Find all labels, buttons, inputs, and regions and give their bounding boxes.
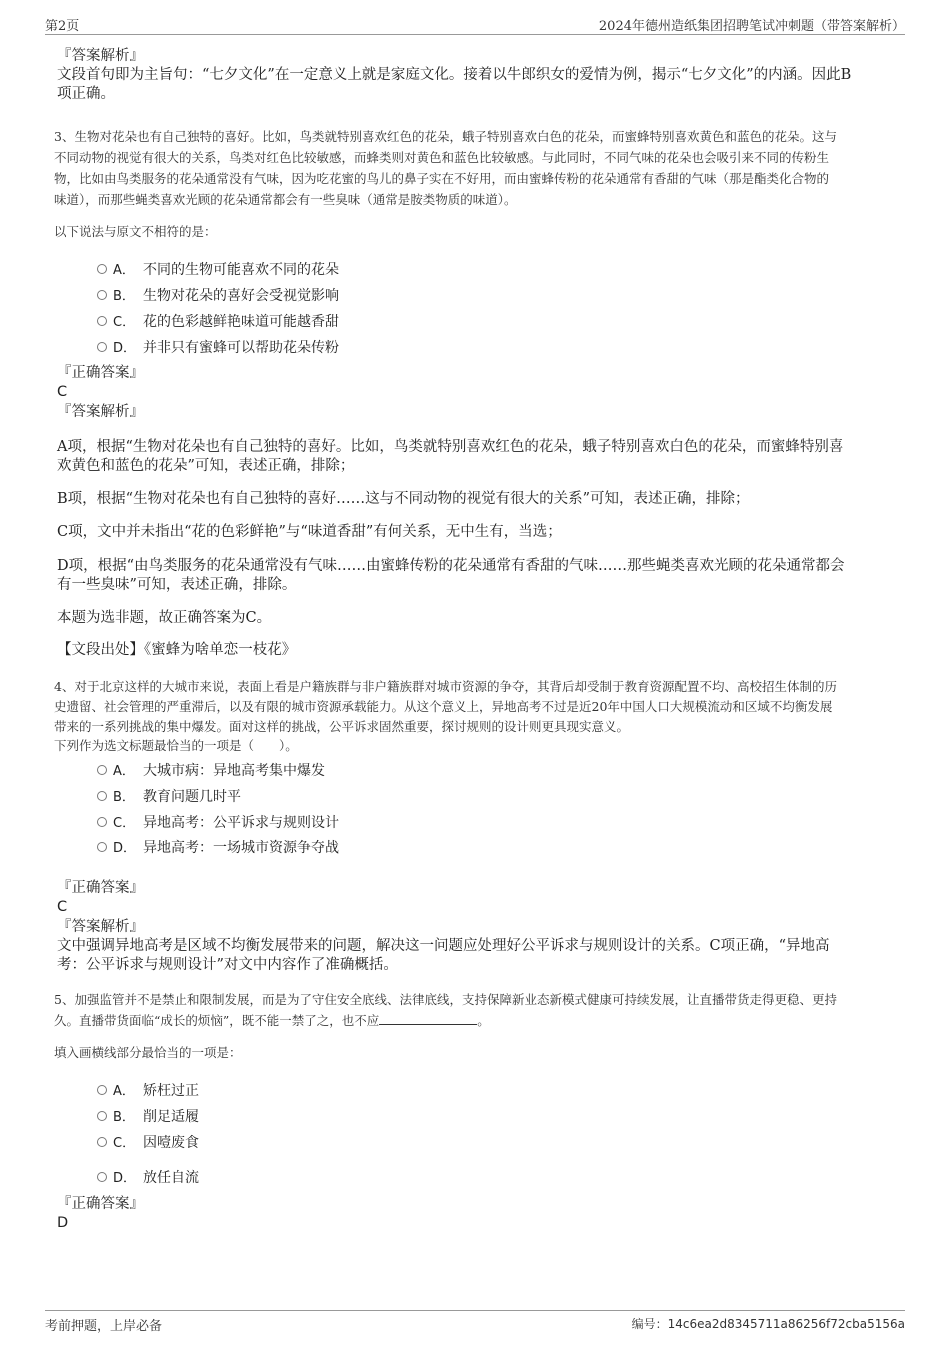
q3-analysis-line: A项，根据“生物对花朵也有自己独特的喜好。比如，鸟类就特别喜欢红色的花朵，蛾子特别喜欢白色的花朵，而蜜蜂特别喜 (57, 439, 844, 455)
q5-option-c[interactable]: C． 因噎废食 (97, 1132, 199, 1152)
q3-option-d[interactable]: D． 并非只有蜜蜂可以帮助花朵传粉 (97, 337, 339, 357)
radio-icon[interactable] (97, 290, 107, 300)
radio-icon[interactable] (97, 316, 107, 326)
page-number: 第2页 (45, 19, 80, 34)
q3-analysis-label: 『答案解析』 (57, 404, 144, 420)
radio-icon[interactable] (97, 342, 107, 352)
q5-option-d[interactable]: D． 放任自流 (97, 1167, 199, 1187)
q3-prompt: 以下说法与原文不相符的是： (54, 224, 217, 239)
q4-stem-line: 史遗留、社会管理的严重滞后，以及有限的城市资源承载能力。从这个意义上，异地高考不过是近20年中国人口大规模流动和区域不均衡发展 (54, 699, 833, 714)
q3-stem-line: 物，比如由鸟类服务的花朵通常没有气味，因为吃花蜜的鸟儿的鼻子实在不好用，而由蜜蜂传粉的花朵通常有香甜的气味（那是酯类化合物的 (54, 171, 830, 186)
q3-source: 【文段出处】《蜜蜂为啥单恋一枝花》 (57, 642, 297, 658)
q3-answer-label: 『正确答案』 (57, 365, 144, 381)
analysis-text-line: 文段首句即为主旨句：“七夕文化”在一定意义上就是家庭文化。接着以牛郎织女的爱情为例，揭示“七夕文化”的内涵。因此B (57, 67, 852, 83)
radio-icon[interactable] (97, 264, 107, 274)
q4-stem-line: 带来的一系列挑战的集中爆发。面对这样的挑战，公平诉求固然重要，探讨规则的设计则更具现实意义。 (54, 719, 630, 734)
analysis-text-line: 项正确。 (57, 86, 115, 102)
radio-icon[interactable] (97, 842, 107, 852)
radio-icon[interactable] (97, 1111, 107, 1121)
q4-prompt: 下列作为选文标题最恰当的一项是（ ）。 (54, 738, 298, 753)
document-id: 编号：14c6ea2d8345711a86256f72cba5156a (631, 1317, 905, 1331)
q3-stem-line: 3、生物对花朵也有自己独特的喜好。比如，鸟类就特别喜欢红色的花朵，蛾子特别喜欢白色的花朵，而蜜蜂特别喜欢黄色和蓝色的花朵。这与 (54, 129, 837, 144)
q3-answer: C (57, 384, 68, 400)
footer-slogan: 考前押题，上岸必备 (45, 1319, 163, 1334)
q4-stem-line: 4、对于北京这样的大城市来说，表面上看是户籍族群与非户籍族群对城市资源的争夺，其背后却受制于教育资源配置不均、高校招生体制的历 (54, 679, 837, 694)
q5-option-a[interactable]: A． 矫枉过正 (97, 1080, 199, 1100)
q5-answer: D (57, 1215, 69, 1231)
q4-analysis-line: 考：公平诉求与规则设计”对文中内容作了准确概括。 (57, 957, 398, 973)
q4-analysis-line: 文中强调异地高考是区域不均衡发展带来的问题，解决这一问题应处理好公平诉求与规则设计的关系。C项正确，“异地高 (57, 938, 830, 954)
q3-analysis-line: C项，文中并未指出“花的色彩鲜艳”与“味道香甜”有何关系，无中生有，当选； (57, 524, 562, 540)
q3-option-c[interactable]: C． 花的色彩越鲜艳味道可能越香甜 (97, 311, 339, 331)
radio-icon[interactable] (97, 791, 107, 801)
q5-stem-line: 久。直播带货面临“成长的烦恼”，既不能一禁了之，也不应 。 (54, 1013, 490, 1028)
radio-icon[interactable] (97, 765, 107, 775)
q5-prompt: 填入画横线部分最恰当的一项是： (54, 1045, 242, 1060)
analysis-label: 『答案解析』 (57, 48, 144, 64)
q3-stem-line: 不同动物的视觉有很大的关系，鸟类对红色比较敏感，而蜂类则对黄色和蓝色比较敏感。与此同时，不同气味的花朵也会吸引来不同的传粉生 (54, 150, 830, 165)
q4-answer-label: 『正确答案』 (57, 880, 144, 896)
q3-analysis-line: B项，根据“生物对花朵也有自己独特的喜好……这与不同动物的视觉有很大的关系”可知，表述正确，排除； (57, 491, 750, 507)
q4-option-c[interactable]: C． 异地高考：公平诉求与规则设计 (97, 812, 339, 832)
fill-in-blank (379, 1012, 477, 1025)
q3-analysis-line: 有一些臭味”可知，表述正确，排除。 (57, 577, 297, 593)
q5-stem-line: 5、加强监管并不是禁止和限制发展，而是为了守住安全底线、法律底线，支持保障新业态新模式健康可持续发展，让直播带货走得更稳、更持 (54, 992, 837, 1007)
q5-option-b[interactable]: B． 削足适履 (97, 1106, 199, 1126)
q4-option-b[interactable]: B． 教育问题几时平 (97, 786, 241, 806)
document-title: 2024年德州造纸集团招聘笔试冲刺题（带答案解析） (598, 19, 905, 34)
page-footer (45, 1310, 905, 1333)
radio-icon[interactable] (97, 1172, 107, 1182)
page-header (45, 14, 905, 35)
q4-option-a[interactable]: A． 大城市病：异地高考集中爆发 (97, 760, 325, 780)
radio-icon[interactable] (97, 817, 107, 827)
q4-option-d[interactable]: D． 异地高考：一场城市资源争夺战 (97, 837, 339, 857)
q4-answer: C (57, 899, 68, 915)
q3-option-b[interactable]: B． 生物对花朵的喜好会受视觉影响 (97, 285, 339, 305)
q3-conclusion: 本题为选非题，故正确答案为C。 (57, 610, 272, 626)
radio-icon[interactable] (97, 1137, 107, 1147)
q5-answer-label: 『正确答案』 (57, 1196, 144, 1212)
q3-analysis-line: 欢黄色和蓝色的花朵”可知，表述正确，排除； (57, 458, 355, 474)
q3-stem-line: 味道），而那些蝇类喜欢光顾的花朵通常都会有一些臭味（通常是胺类物质的味道）。 (54, 192, 517, 207)
q3-option-a[interactable]: A． 不同的生物可能喜欢不同的花朵 (97, 259, 339, 279)
q4-analysis-label: 『答案解析』 (57, 919, 144, 935)
radio-icon[interactable] (97, 1085, 107, 1095)
q3-analysis-line: D项，根据“由鸟类服务的花朵通常没有气味……由蜜蜂传粉的花朵通常有香甜的气味……那些蝇类喜欢光顾的花朵通常都会 (57, 558, 845, 574)
